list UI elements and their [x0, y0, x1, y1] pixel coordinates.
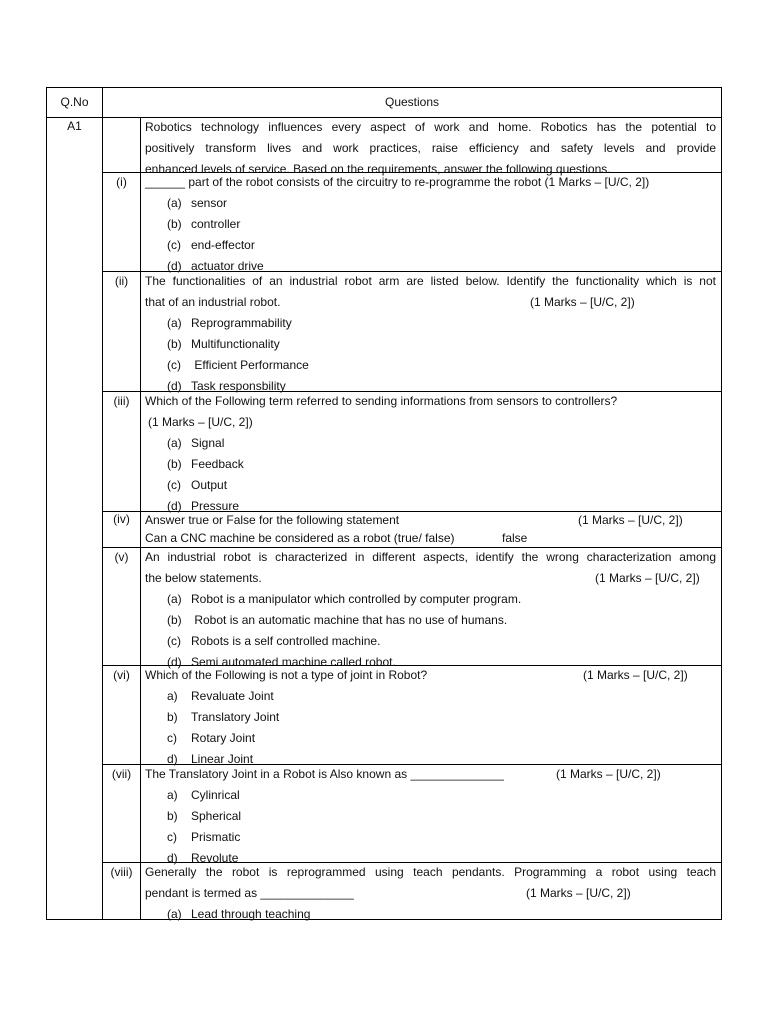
option: [145, 707, 716, 728]
option-text: Revolute: [191, 851, 239, 865]
option: [145, 334, 716, 355]
option-label: (d): [167, 499, 182, 513]
question-text-line: [145, 883, 716, 904]
question-text: that of an industrial robot.: [145, 295, 281, 309]
option-label: d): [167, 851, 178, 865]
option-text: Robot is an automatic machine that has no use of humans.: [191, 613, 508, 627]
question-table: [46, 87, 722, 920]
option: [145, 631, 716, 652]
question-text-line: [145, 764, 716, 785]
option: [145, 589, 716, 610]
option-label: (b): [167, 457, 182, 471]
option-text: Rotary Joint: [191, 731, 256, 745]
question-text: The Translatory Joint in a Robot is Also known as ______________: [145, 767, 504, 781]
question-text: Generally the robot is reprogrammed using teach pendants. Programming a robot using teach: [145, 865, 716, 879]
question-text: Answer true or False for the following statement: [145, 513, 400, 527]
option-label: (b): [167, 613, 182, 627]
option: [145, 785, 716, 806]
option-text: Translatory Joint: [191, 710, 280, 724]
question-row: [103, 391, 721, 512]
option-label: (d): [167, 259, 182, 273]
option-label: (c): [167, 478, 181, 492]
option: [145, 686, 716, 707]
question-number: (i): [116, 175, 127, 189]
question-row: [103, 862, 721, 919]
question-row: [103, 511, 721, 548]
option-label: (a): [167, 436, 182, 450]
option: [145, 827, 716, 848]
option-label: (c): [167, 238, 181, 252]
section-column: [47, 117, 103, 919]
option-text: Prismatic: [191, 830, 241, 844]
option-text: Robot is a manipulator which controlled by computer program.: [191, 592, 522, 606]
option: [145, 193, 716, 214]
option-label: (c): [167, 358, 181, 372]
option: [145, 475, 716, 496]
question-number: (vi): [113, 668, 130, 682]
option-text: Signal: [191, 436, 225, 450]
question-row: [103, 665, 721, 765]
option-label: b): [167, 710, 178, 724]
question-body: [145, 172, 716, 277]
question-row: [103, 764, 721, 863]
marks-label: (1 Marks – [U/C, 2]): [583, 668, 688, 682]
question-number: (ii): [114, 274, 129, 288]
option: [145, 433, 716, 454]
option-label: (a): [167, 907, 182, 921]
option-text: Feedback: [191, 457, 244, 471]
marks-label: (1 Marks – [U/C, 2]): [595, 571, 700, 585]
option: [145, 610, 716, 631]
option-text: end-effector: [191, 238, 255, 252]
option-text: Spherical: [191, 809, 242, 823]
option-text: Revaluate Joint: [191, 689, 274, 703]
option: [145, 806, 716, 827]
question-body: [145, 391, 716, 517]
option-text: controller: [191, 217, 241, 231]
question-text: An industrial robot is characterized in different aspects, identify the wrong characterization among: [145, 550, 716, 564]
question-body: [145, 764, 716, 869]
intro-line: positively transform lives and work practices, raise efficiency and safety levels and provide: [145, 141, 716, 155]
intro-text: [145, 117, 716, 180]
option-label: b): [167, 809, 178, 823]
option-label: (d): [167, 655, 182, 669]
intro-row: [103, 117, 721, 176]
option-label: (a): [167, 316, 182, 330]
option: [145, 904, 716, 925]
option-text: Reprogrammability: [191, 316, 292, 330]
intro-line: enhanced levels of service. Based on the requirements, answer the following questions.: [145, 162, 611, 176]
option-text: Task responsbility: [191, 379, 286, 393]
question-text-line: [145, 568, 716, 589]
option-text: actuator drive: [191, 259, 264, 273]
option-label: (a): [167, 592, 182, 606]
question-number: (v): [114, 550, 129, 564]
option-text: Cylinrical: [191, 788, 240, 802]
option: [145, 454, 716, 475]
option-label: c): [167, 731, 177, 745]
option-label: a): [167, 788, 178, 802]
option-label: a): [167, 689, 178, 703]
option-label: (b): [167, 217, 182, 231]
option-text: sensor: [191, 196, 228, 210]
question-number: (iv): [113, 512, 130, 526]
question-text-line: [145, 511, 716, 529]
question-body: [145, 665, 716, 770]
question-text: Which of the Following term referred to sending informations from sensors to controllers?: [145, 394, 618, 408]
question-text: ______ part of the robot consists of the circuitry to re-programme the robot (1 Marks – [U/C, 2]): [145, 175, 650, 189]
marks-label: (1 Marks – [U/C, 2]): [556, 767, 661, 781]
option: [145, 313, 716, 334]
question-text: the below statements.: [145, 571, 262, 585]
intro-line: Robotics technology influences every aspect of work and home. Robotics has the potential to: [145, 120, 716, 134]
marks-label: (1 Marks – [U/C, 2]): [526, 886, 631, 900]
option: [145, 214, 716, 235]
question-text: Which of the Following is not a type of joint in Robot?: [145, 668, 428, 682]
question-body: [145, 271, 716, 397]
question-text: The functionalities of an industrial robot arm are listed below. Identify the functionality which is not: [145, 274, 716, 288]
option-text: Semi automated machine called robot.: [191, 655, 396, 669]
question-text-line: [145, 529, 716, 547]
option: [145, 728, 716, 749]
table-header: [47, 88, 721, 118]
option-text: Pressure: [191, 499, 240, 513]
marks-label: (1 Marks – [U/C, 2]): [530, 295, 635, 309]
question-row: [103, 271, 721, 392]
option-text: Efficient Performance: [191, 358, 309, 372]
qno-header: Q.No: [47, 88, 103, 117]
question-row: [103, 547, 721, 669]
question-body: [145, 511, 716, 547]
option-text: Output: [191, 478, 228, 492]
question-text: Can a CNC machine be considered as a robot (true/ false): [145, 531, 455, 545]
question-body: [145, 862, 716, 925]
question-number: (iii): [113, 394, 130, 408]
question-text-line: [145, 665, 716, 686]
answer-text: false: [502, 531, 528, 545]
question-body: [145, 547, 716, 673]
option-label: (d): [167, 379, 182, 393]
marks-label: (1 Marks – [U/C, 2]): [578, 513, 683, 527]
question-row: [103, 172, 721, 272]
option-label: (b): [167, 337, 182, 351]
option: [145, 235, 716, 256]
question-text-line: [145, 292, 716, 313]
questions-header: Questions: [384, 95, 440, 109]
option-label: c): [167, 830, 177, 844]
option-text: Linear Joint: [191, 752, 254, 766]
option-label: (a): [167, 196, 182, 210]
question-number: (viii): [110, 865, 133, 879]
marks-label: (1 Marks – [U/C, 2]): [148, 415, 253, 429]
option-text: Lead through teaching: [191, 907, 311, 921]
option-text: Robots is a self controlled machine.: [191, 634, 381, 648]
question-number: (vii): [111, 767, 132, 781]
option-label: (c): [167, 634, 181, 648]
option: [145, 355, 716, 376]
option-label: d): [167, 752, 178, 766]
option-text: Multifunctionality: [191, 337, 280, 351]
question-text: pendant is termed as ______________: [145, 886, 354, 900]
section-label: A1: [67, 119, 82, 133]
